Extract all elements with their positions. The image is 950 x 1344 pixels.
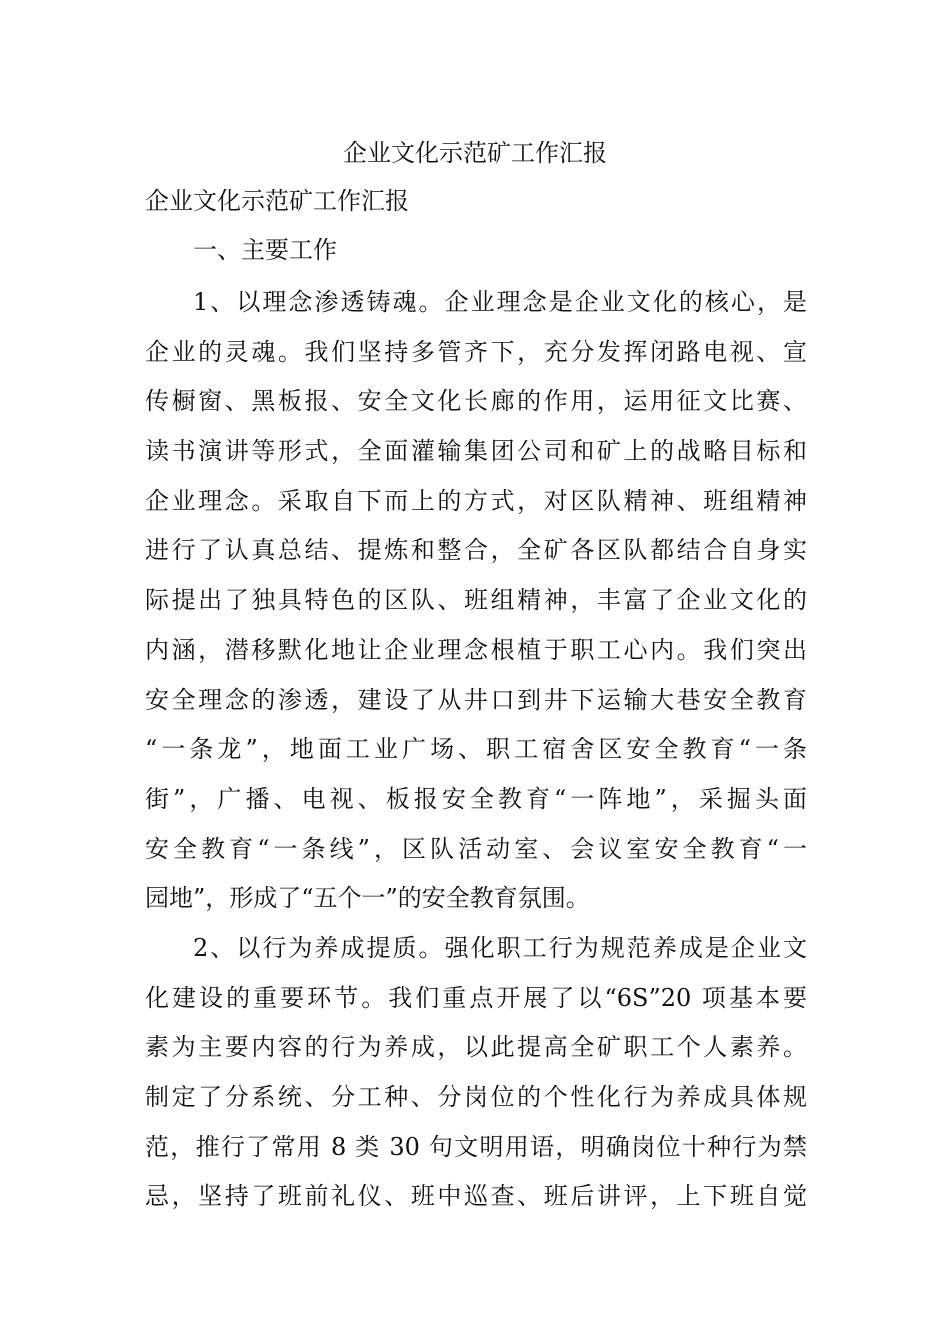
paragraph-line: 制定了分系统、分工种、分岗位的个性化行为养成具体规: [145, 1083, 807, 1112]
paragraph-line: 企业理念。采取自下而上的方式，对区队精神、班组精神: [145, 486, 807, 515]
paragraph-line: 内涵，潜移默化地让企业理念根植于职工心内。我们突出: [145, 635, 807, 664]
document-subtitle: 企业文化示范矿工作汇报: [145, 187, 409, 215]
paragraph-line: 读书演讲等形式，全面灌输集团公司和矿上的战略目标和: [145, 437, 807, 466]
paragraph-line: 范，推行了常用 8 类 30 句文明用语，明确岗位十种行为禁: [145, 1132, 807, 1161]
paragraph-line: 忌，坚持了班前礼仪、班中巡查、班后讲评，上下班自觉: [145, 1182, 807, 1211]
paragraph-line: 传橱窗、黑板报、安全文化长廊的作用，运用征文比赛、: [145, 387, 807, 416]
paragraph-line: 安全教育“一条线”，区队活动室、会议室安全教育“一: [145, 834, 807, 863]
paragraph-line: 化建设的重要环节。我们重点开展了以“6S”20 项基本要: [145, 983, 807, 1012]
paragraph-2: [145, 924, 807, 1222]
paragraph-line: 街”，广播、电视、板报安全教育“一阵地”，采掘头面: [145, 784, 807, 813]
paragraph-1: [145, 278, 807, 924]
document-title: 企业文化示范矿工作汇报: [343, 139, 607, 167]
paragraph-line: 2、以行为养成提质。强化职工行为规范养成是企业文: [193, 934, 807, 962]
paragraph-line: 素为主要内容的行为养成，以此提高全矿职工个人素养。: [145, 1033, 807, 1062]
paragraph-line: 园地”，形成了“五个一”的安全教育氛围。: [145, 884, 590, 913]
section-heading: 一、主要工作: [193, 236, 337, 264]
paragraph-line: 安全理念的渗透，建设了从井口到井下运输大巷安全教育: [145, 685, 807, 714]
paragraph-line: 际提出了独具特色的区队、班组精神，丰富了企业文化的: [145, 586, 807, 615]
paragraph-line: “一条龙”，地面工业广场、职工宿舍区安全教育“一条: [145, 735, 807, 764]
paragraph-line: 1、以理念渗透铸魂。企业理念是企业文化的核心，是: [193, 288, 807, 316]
paragraph-line: 企业的灵魂。我们坚持多管齐下，充分发挥闭路电视、宣: [145, 337, 807, 366]
paragraph-line: 进行了认真总结、提炼和整合，全矿各区队都结合自身实: [145, 536, 807, 565]
